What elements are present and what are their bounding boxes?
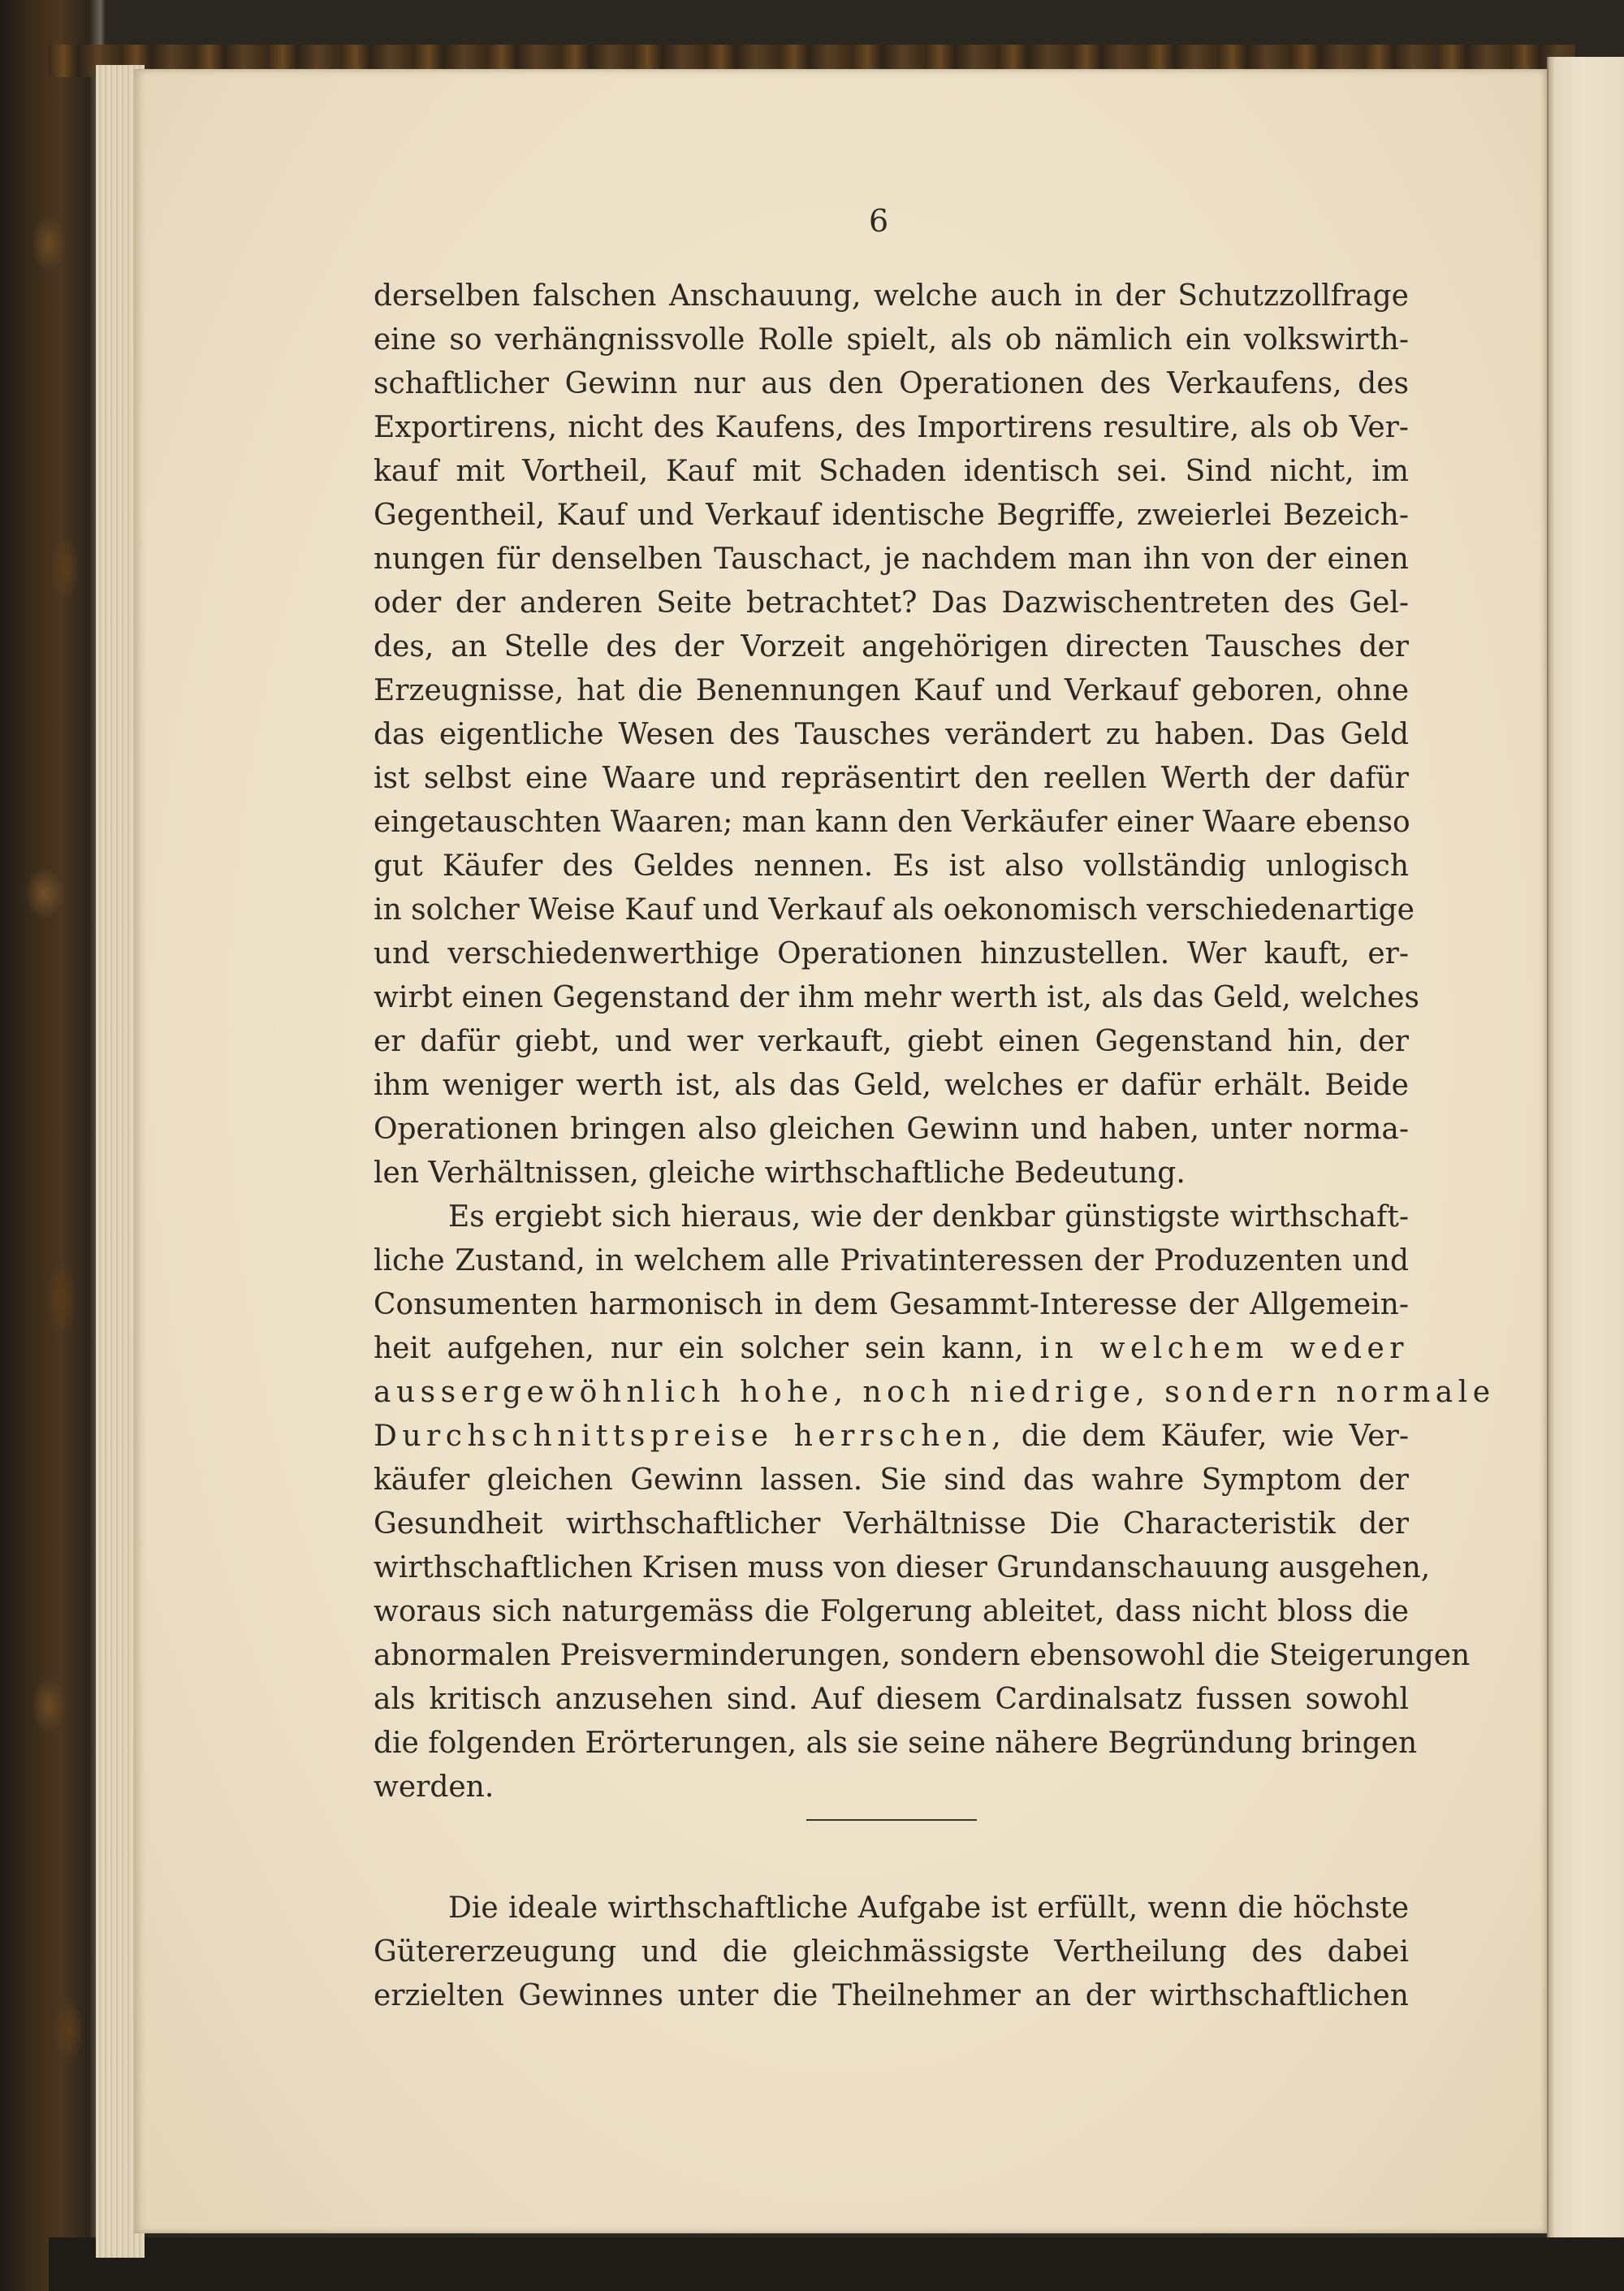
text-segment: heit aufgehen, nur ein solcher sein kann,	[374, 1332, 1040, 1365]
text-line: er dafür giebt, und wer verkauft, giebt einen Gegenstand hin, der	[374, 1025, 1409, 1058]
text-line: wirthschaftlichen Krisen muss von dieser Grundanschauung ausgehen,	[374, 1551, 1431, 1584]
text-line: in solcher Weise Kauf und Verkauf als oekonomisch verschiedenartige	[374, 893, 1415, 927]
cover-bottom-edge	[49, 2237, 1624, 2291]
text-line: eine so verhängnissvolle Rolle spielt, als ob nämlich ein volkswirth-	[374, 323, 1409, 357]
text-line: kauf mit Vortheil, Kauf mit Schaden identisch sei. Sind nicht, im	[374, 455, 1409, 488]
text-line: das eigentliche Wesen des Tausches verändert zu haben. Das Geld	[374, 718, 1409, 751]
marbled-cover-left	[0, 0, 106, 2291]
text-segment: die dem Käufer, wie Ver-	[1006, 1420, 1409, 1453]
text-line	[374, 1415, 1409, 1459]
text-line: Operationen bringen also gleichen Gewinn und haben, unter norma-	[374, 1113, 1409, 1146]
text-line: Exportirens, nicht des Kaufens, des Importirens resultire, als ob Ver-	[374, 411, 1409, 444]
text-line: als kritisch anzusehen sind. Auf diesem Cardinalsatz fussen sowohl	[374, 1683, 1409, 1716]
text-line: schaftlicher Gewinn nur aus den Operationen des Verkaufens, des	[374, 367, 1409, 400]
text-line: werden.	[374, 1770, 495, 1804]
text-line: nungen für denselben Tauschact, je nachdem man ihn von der einen	[374, 542, 1409, 576]
emphasized-line: aussergewöhnlich hohe, noch niedrige, sondern normale	[374, 1376, 1496, 1409]
page-number: 6	[869, 203, 889, 239]
main-text	[374, 274, 1496, 1809]
text-line: ist selbst eine Waare und repräsentirt den reellen Werth der dafür	[374, 762, 1409, 795]
text-line: wirbt einen Gegenstand der ihm mehr werth ist, als das Geld, welches	[374, 981, 1420, 1014]
text-line: Gegentheil, Kauf und Verkauf identische Begriffe, zweierlei Bezeich-	[374, 499, 1409, 532]
text-line	[374, 1327, 1409, 1371]
emphasized-text: Durchschnittspreise herrschen,	[374, 1420, 1007, 1453]
text-line: Gütererzeugung und die gleichmässigste Vertheilung des dabei	[374, 1935, 1409, 1969]
section-separator-rule	[806, 1819, 977, 1821]
text-line: oder der anderen Seite betrachtet? Das Dazwischentreten des Gel-	[374, 586, 1409, 620]
facing-page-edge	[1547, 57, 1624, 2241]
text-line: käufer gleichen Gewinn lassen. Sie sind das wahre Symptom der	[374, 1463, 1409, 1497]
text-line: derselben falschen Anschauung, welche auch in der Schutzzollfrage	[374, 279, 1409, 313]
text-line: Gesundheit wirthschaftlicher Verhältnisse Die Characteristik der	[374, 1507, 1409, 1541]
next-section-text	[374, 1887, 1409, 2018]
text-line: und verschiedenwerthige Operationen hinzustellen. Wer kauft, er-	[374, 937, 1409, 970]
text-line: Consumenten harmonisch in dem Gesammt-Interesse der Allgemein-	[374, 1288, 1409, 1321]
text-line: liche Zustand, in welchem alle Privatinteressen der Produzenten und	[374, 1244, 1409, 1277]
emphasized-text: in welchem weder	[1039, 1332, 1409, 1365]
text-line: ihm weniger werth ist, als das Geld, welches er dafür erhält. Beide	[374, 1069, 1409, 1102]
text-line: abnormalen Preisverminderungen, sondern ebensowohl die Steigerungen	[374, 1639, 1471, 1672]
text-line: des, an Stelle des der Vorzeit angehörigen directen Tausches der	[374, 630, 1409, 664]
text-line: len Verhältnissen, gleiche wirthschaftliche Bedeutung.	[374, 1156, 1186, 1190]
text-line: gut Käufer des Geldes nennen. Es ist also vollständig unlogisch	[374, 849, 1409, 883]
text-line: eingetauschten Waaren; man kann den Verkäufer einer Waare ebenso	[374, 806, 1410, 839]
text-line: Es ergiebt sich hieraus, wie der denkbar günstigste wirthschaft-	[448, 1200, 1409, 1234]
text-line: Erzeugnisse, hat die Benennungen Kauf und Verkauf geboren, ohne	[374, 674, 1409, 707]
text-line: woraus sich naturgemäss die Folgerung ableitet, dass nicht bloss die	[374, 1595, 1409, 1628]
text-line: die folgenden Erörterungen, als sie seine nähere Begründung bringen	[374, 1727, 1418, 1760]
text-line: Die ideale wirthschaftliche Aufgabe ist erfüllt, wenn die höchste	[448, 1891, 1409, 1925]
text-line: erzielten Gewinnes unter die Theilnehmer an der wirthschaftlichen	[374, 1979, 1409, 2012]
